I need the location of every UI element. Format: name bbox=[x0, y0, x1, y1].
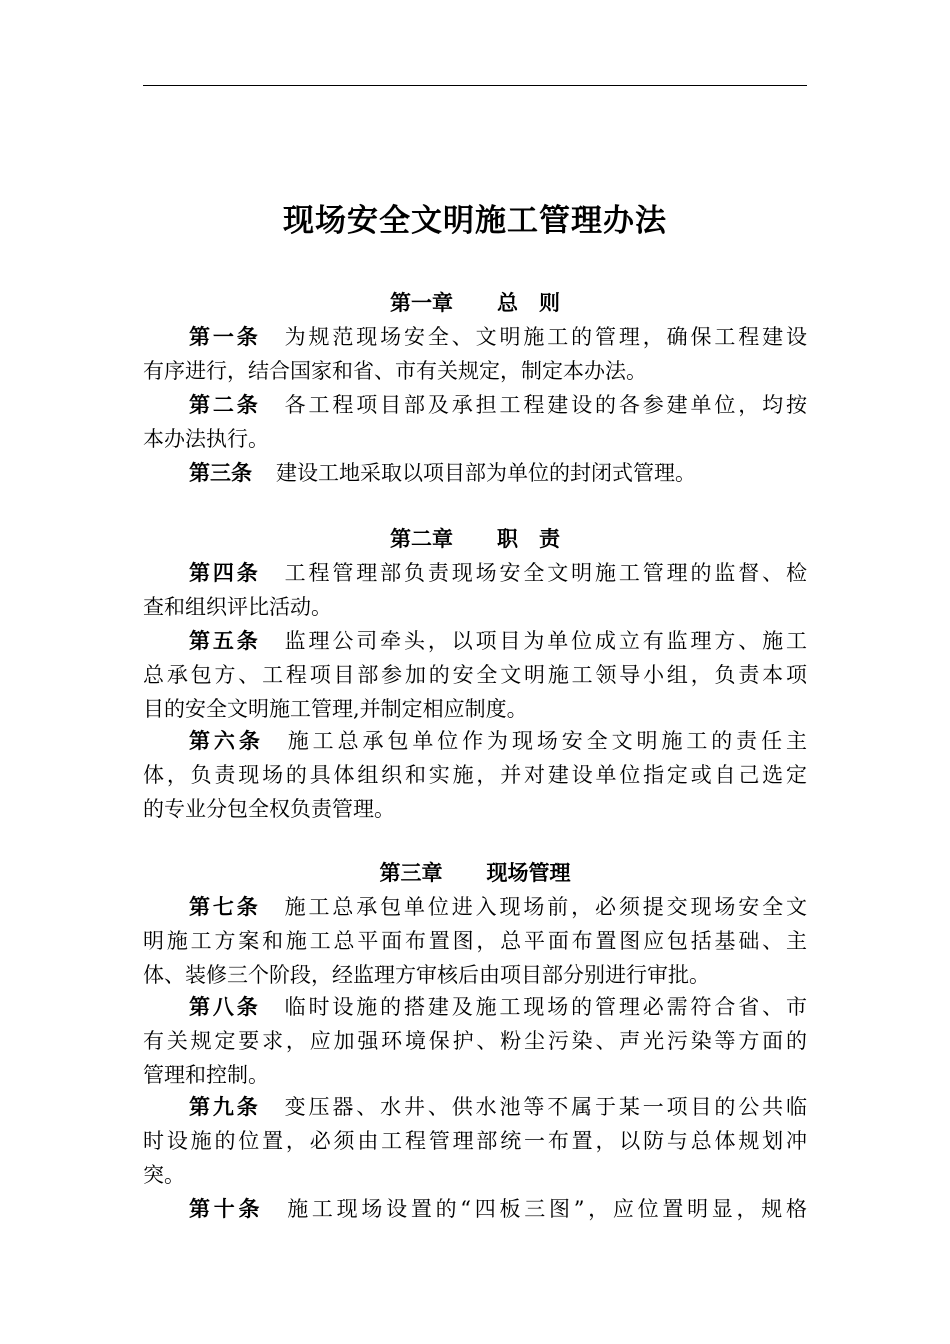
document-title: 现场安全文明施工管理办法 bbox=[283, 203, 667, 239]
article-number: 第九条 bbox=[189, 1095, 261, 1119]
article-number: 第三条 bbox=[189, 461, 252, 485]
chapter-name: 现场管理 bbox=[486, 861, 571, 885]
article-number: 第十条 bbox=[189, 1197, 264, 1221]
article-9 bbox=[143, 1090, 807, 1192]
article-text: 体、装修三个阶段，经监理方审核后由项目部分别进行审批。 bbox=[143, 963, 710, 987]
header-rule bbox=[143, 85, 807, 86]
article-8 bbox=[143, 990, 807, 1092]
article-text: 工程管理部负责现场安全文明施工管理的监督、检 bbox=[284, 561, 807, 585]
article-1 bbox=[143, 320, 807, 388]
article-text: 为规范现场安全、文明施工的管理，确保工程建设 bbox=[284, 325, 807, 349]
article-number: 第二条 bbox=[189, 393, 261, 417]
article-text: 时设施的位置，必须由工程管理部统一布置，以防与总体规划冲 bbox=[143, 1129, 807, 1153]
chapter-name: 总 则 bbox=[497, 291, 560, 315]
article-text: 突。 bbox=[143, 1163, 185, 1187]
article-5 bbox=[143, 624, 807, 726]
article-text: 体，负责现场的具体组织和实施，并对建设单位指定或自己选定 bbox=[143, 763, 807, 787]
chapter-name: 职 责 bbox=[497, 527, 560, 551]
chapter-heading-3 bbox=[143, 856, 807, 890]
article-text: 目的安全文明施工管理,并制定相应制度。 bbox=[143, 697, 528, 721]
article-number: 第五条 bbox=[189, 629, 261, 653]
article-number: 第七条 bbox=[189, 895, 261, 919]
article-7 bbox=[143, 890, 807, 992]
article-text: 有序进行，结合国家和省、市有关规定，制定本办法。 bbox=[143, 359, 647, 383]
article-text: 查和组织评比活动。 bbox=[143, 595, 332, 619]
article-text: 明施工方案和施工总平面布置图，总平面布置图应包括基础、主 bbox=[143, 929, 807, 953]
article-number: 第一条 bbox=[189, 325, 261, 349]
article-text: 施工总承包单位作为现场安全文明施工的责任主 bbox=[287, 729, 808, 753]
chapter-heading-2 bbox=[143, 522, 807, 556]
article-text: 临时设施的搭建及施工现场的管理必需符合省、市 bbox=[284, 995, 807, 1019]
article-text: 总承包方、工程项目部参加的安全文明施工领导小组，负责本项 bbox=[143, 663, 807, 687]
article-text: 有关规定要求，应加强环境保护、粉尘污染、声光污染等方面的 bbox=[143, 1029, 807, 1053]
chapter-number: 第一章 bbox=[390, 291, 453, 315]
article-3 bbox=[143, 456, 807, 490]
article-text: 各工程项目部及承担工程建设的各参建单位，均按 bbox=[284, 393, 807, 417]
article-number: 第六条 bbox=[189, 729, 264, 753]
chapter-number: 第二章 bbox=[390, 527, 453, 551]
article-6 bbox=[143, 724, 807, 826]
article-text: 管理和控制。 bbox=[143, 1063, 269, 1087]
article-text: 监理公司牵头，以项目为单位成立有监理方、施工 bbox=[284, 629, 807, 653]
article-4 bbox=[143, 556, 807, 624]
article-text: 施工总承包单位进入现场前，必须提交现场安全文 bbox=[284, 895, 807, 919]
article-text: 的专业分包全权负责管理。 bbox=[143, 797, 395, 821]
article-text: 施工现场设置的“四板三图”，应位置明显，规格 bbox=[287, 1197, 807, 1221]
article-10 bbox=[143, 1192, 807, 1226]
article-number: 第八条 bbox=[189, 995, 261, 1019]
article-2 bbox=[143, 388, 807, 456]
article-text: 建设工地采取以项目部为单位的封闭式管理。 bbox=[276, 461, 696, 485]
article-text: 本办法执行。 bbox=[143, 427, 269, 451]
chapter-heading-1 bbox=[143, 286, 807, 320]
chapter-number: 第三章 bbox=[379, 861, 443, 885]
article-number: 第四条 bbox=[189, 561, 261, 585]
article-text: 变压器、水井、供水池等不属于某一项目的公共临 bbox=[284, 1095, 807, 1119]
